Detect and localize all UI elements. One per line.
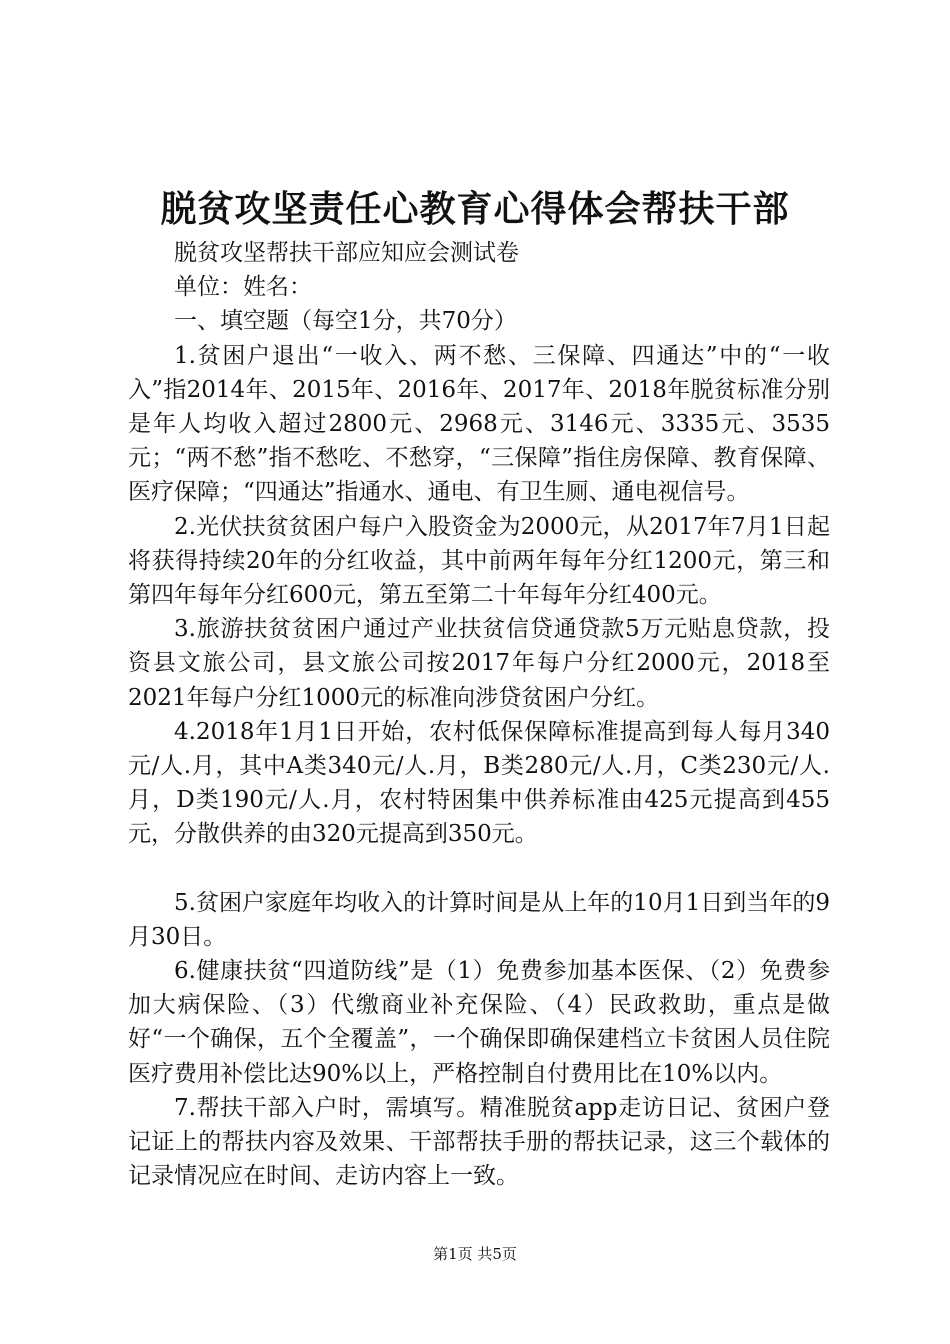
paragraph-section-heading: 一、填空题（每空1分，共70分）	[174, 308, 517, 335]
paragraph-item-6: 6.健康扶贫“四道防线”是（1）免费参加基本医保、（2）免费参加大病保险、（3）代缴商业补充保险、（4）民政救助，重点是做好“一个确保，五个全覆盖”，一个确保即确保建档立卡贫困人员住院医疗费用补偿比达90%以上，严格控制自付费用比在10%以内。	[128, 958, 830, 1087]
document-title: 脱贫攻坚责任心教育心得体会帮扶干部	[160, 188, 790, 230]
paragraph-subtitle: 脱贫攻坚帮扶干部应知应会测试卷	[174, 240, 519, 266]
document-body	[128, 236, 830, 1193]
paragraph-item-4: 4.2018年1月1日开始，农村低保保障标准提高到每人每月340元/人.月，其中A类340元/人.月，B类280元/人.月，C类230元/人.月，D类190元/人.月，农村特困集中供养标准由425元提高到455元，分散供养的由320元提高到350元。	[128, 718, 830, 848]
paragraph-item-2: 2.光伏扶贫贫困户每户入股资金为2000元，从2017年7月1日起将获得持续20年的分红收益，其中前两年每年分红1200元，第三和第四年每年分红600元，第五至第二十年每年分红400元。	[128, 513, 830, 609]
paragraph-item-1: 1.贫困户退出“一收入、两不愁、三保障、四通达”中的“一收入”指2014年、2015年、2016年、2017年、2018年脱贫标准分别是年人均收入超过2800元、2968元、3146元、3335元、3535元；“两不愁”指不愁吃、不愁穿，“三保障”指住房保障、教育保障、医疗保障；“四通达”指通水、通电、有卫生厕、通电视信号。	[128, 342, 830, 506]
paragraph-item-5: 5.贫困户家庭年均收入的计算时间是从上年的10月1日到当年的9月30日。	[128, 889, 830, 950]
paragraph-item-3: 3.旅游扶贫贫困户通过产业扶贫信贷通贷款5万元贴息贷款，投资县文旅公司，县文旅公司按2017年每户分红2000元，2018至2021年每户分红1000元的标准向涉贷贫困户分红。	[128, 616, 830, 711]
paragraph-unit-name: 单位：姓名：	[174, 274, 312, 301]
page-footer: 第1页 共5页	[433, 1245, 517, 1263]
paragraph-item-7: 7.帮扶干部入户时，需填写。精准脱贫app走访日记、贫困户登记证上的帮扶内容及效果、干部帮扶手册的帮扶记录，这三个载体的记录情况应在时间、走访内容上一致。	[128, 1094, 830, 1190]
